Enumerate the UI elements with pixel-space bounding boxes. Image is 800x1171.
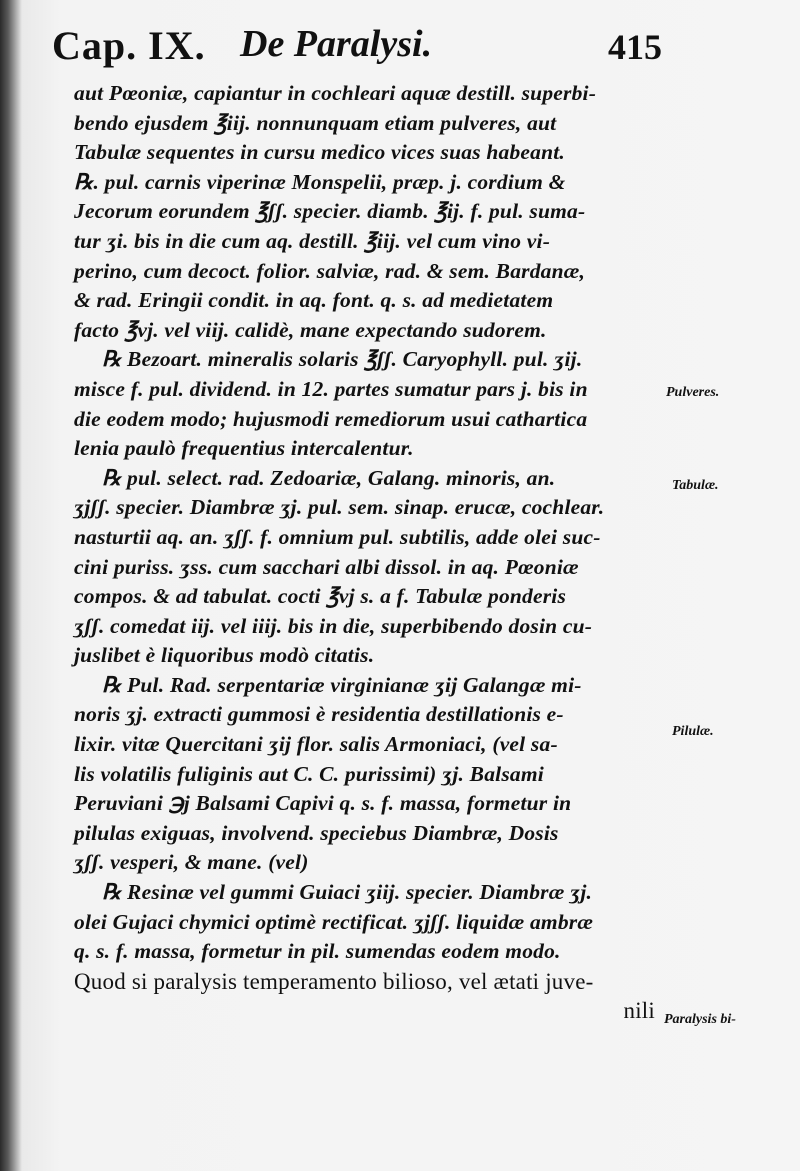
margin-note: Paralysis bi-	[664, 1012, 736, 1027]
text-line: nili	[623, 998, 655, 1024]
text-line: pilulas exiguas, involvend. speciebus Diambræ, Dosis	[74, 820, 559, 845]
text-line: lixir. vitæ Quercitani ʒij flor. salis Armoniaci, (vel sa-	[74, 732, 558, 757]
text-line: nasturtii aq. an. ʒʃʃ. f. omnium pul. subtilis, adde olei suc-	[74, 524, 601, 549]
text-line: perino, cum decoct. folior. salviæ, rad. & sem. Bardanæ,	[74, 258, 586, 283]
text-line: ℞ pul. select. rad. Zedoariæ, Galang. minoris, an.	[102, 465, 556, 490]
body-text	[74, 79, 659, 1026]
text-line: ʒjʃʃ. specier. Diambræ ʒj. pul. sem. sinap. erucæ, cochlear.	[74, 495, 605, 520]
text-line: aut Pœoniæ, capiantur in cochleari aquæ destill. superbi-	[74, 81, 597, 105]
text-line: Quod si paralysis temperamento bilioso, vel ætati juve-	[74, 968, 594, 994]
text-line: misce f. pul. dividend. in 12. partes sumatur pars j. bis in	[74, 376, 588, 401]
margin-note: Tabulæ.	[672, 478, 719, 493]
text-line: ℞ Pul. Rad. serpentariæ virginianæ ʒij Galangæ mi-	[102, 672, 582, 697]
page-number: 415	[608, 27, 662, 67]
text-line: ʒʃʃ. vesperi, & mane. (vel)	[74, 850, 309, 875]
chapter-heading: Cap. IX.	[52, 23, 206, 68]
text-line: facto ℥vj. vel viij. calidè, mane expectando sudorem.	[74, 317, 547, 342]
text-line: die eodem modo; hujusmodi remediorum usui cathartica	[74, 406, 588, 431]
text-line: olei Gujaci chymici optimè rectificat. ʒjʃʃ. liquidæ ambræ	[74, 909, 594, 934]
text-line: ℞ Resinæ vel gummi Guiaci ʒiij. specier. Diambræ ʒj.	[102, 880, 593, 905]
text-line: ℞. pul. carnis viperinæ Monspelii, præp. j. cordium &	[74, 169, 566, 194]
text-line: & rad. Eringii condit. in aq. font. q. s. ad medietatem	[74, 288, 554, 313]
text-line: noris ʒj. extracti gummosi è residentia destillationis e-	[74, 702, 564, 727]
text-line: ℞ Bezoart. mineralis solaris ℥ʃʃ. Caryophyll. pul. ʒij.	[102, 347, 583, 372]
text-line: Tabulæ sequentes in cursu medico vices suas habeant.	[74, 140, 566, 165]
text-line: bendo ejusdem ℥iij. nonnunquam etiam pulveres, aut	[74, 110, 557, 135]
text-line: q. s. f. massa, formetur in pil. sumendas eodem modo.	[74, 939, 561, 964]
running-header	[52, 22, 662, 72]
text-line: compos. & ad tabulat. cocti ℥vj s. a f. Tabulæ ponderis	[74, 584, 567, 609]
text-line: tur ʒi. bis in die cum aq. destill. ℥iij. vel cum vino vi-	[74, 228, 551, 253]
margin-note: Pulveres.	[666, 385, 720, 400]
text-line: juslibet è liquoribus modò citatis.	[74, 643, 375, 668]
text-line: Peruviani ℈j Balsami Capivi q. s. f. massa, formetur in	[74, 791, 572, 816]
text-line: lis volatilis fuliginis aut C. C. purissimi) ʒj. Balsami	[74, 761, 544, 786]
margin-note: Pilulæ.	[672, 724, 714, 739]
page-title: De Paralysi.	[240, 23, 433, 65]
text-line: Jecorum eorundem ℥ʃʃ. specier. diamb. ℥ij. f. pul. suma-	[74, 199, 586, 224]
text-line: ʒʃʃ. comedat iij. vel iiij. bis in die, superbibendo dosin cu-	[74, 613, 593, 638]
text-line: cini puriss. ʒss. cum sacchari albi dissol. in aq. Pœoniæ	[74, 554, 579, 579]
text-line: lenia paulò frequentius intercalentur.	[74, 436, 414, 461]
